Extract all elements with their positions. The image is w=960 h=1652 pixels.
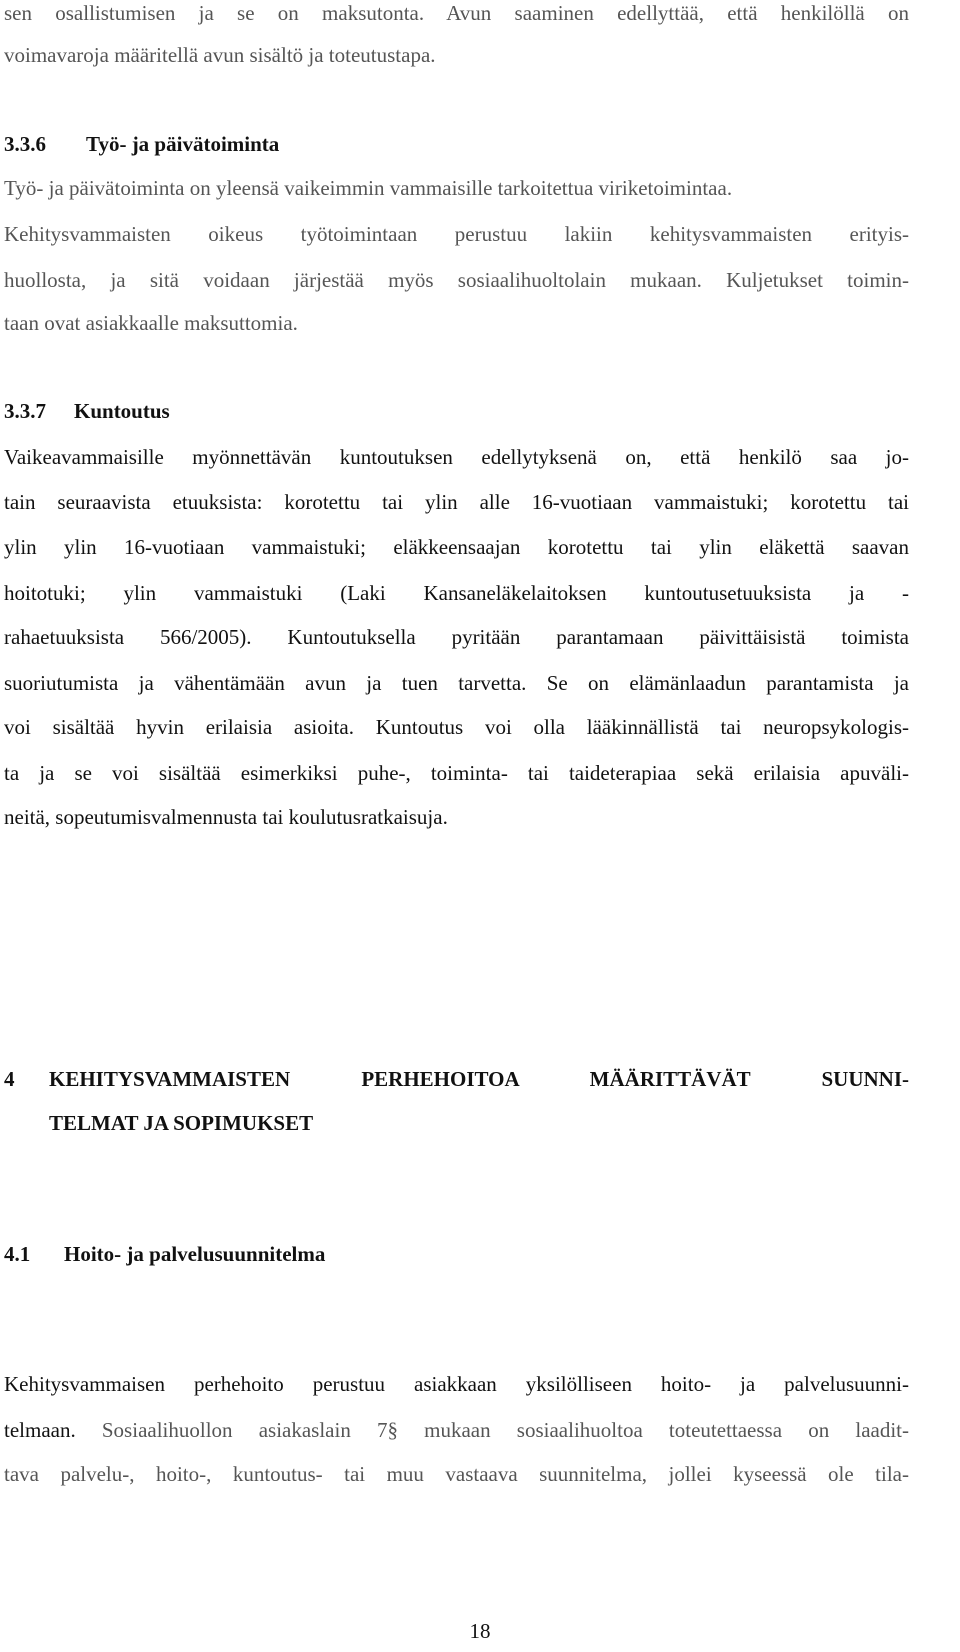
section-heading-4-1 [4, 1241, 325, 1267]
body-text-fragment: telmaan. [4, 1418, 76, 1442]
chapter-title-line-1: KEHITYSVAMMAISTEN PERHEHOITOA MÄÄRITTÄVÄT SUUNNI- [49, 1067, 909, 1091]
section-title: Työ- ja päivätoiminta [86, 132, 280, 156]
body-text-line: sen osallistumisen ja se on maksutonta. Avun saaminen edellyttää, että henkilöllä on [4, 1, 909, 25]
body-text-line: voi sisältää hyvin erilaisia asioita. Kuntoutus voi olla lääkinnällistä tai neuropsykologis- [4, 715, 909, 739]
body-text-line: rahaetuuksista 566/2005). Kuntoutuksella pyritään parantamaan päivittäisistä toimista [4, 625, 909, 649]
body-text-line: tava palvelu-, hoito-, kuntoutus- tai muu vastaava suunnitelma, jollei kyseessä ole tila- [4, 1462, 909, 1486]
body-text-line: voimavaroja määritellä avun sisältö ja toteutustapa. [4, 43, 436, 67]
body-text-line: huollosta, ja sitä voidaan järjestää myös sosiaalihuoltolain mukaan. Kuljetukset toimin- [4, 268, 909, 292]
body-text-line: tain seuraavista etuuksista: korotettu tai ylin alle 16-vuotiaan vammaistuki; korotettu tai [4, 490, 909, 514]
body-text-line: Kehitysvammaisten oikeus työtoimintaan perustuu lakiin kehitysvammaisten erityis- [4, 222, 909, 246]
body-text-line: hoitotuki; ylin vammaistuki (Laki Kansaneläkelaitoksen kuntoutusetuuksista ja - [4, 581, 909, 605]
section-number: 3.3.7 [4, 399, 46, 423]
body-text-line: neitä, sopeutumisvalmennusta tai koulutusratkaisuja. [4, 805, 448, 829]
body-text-line: Kehitysvammaisen perhehoito perustuu asiakkaan yksilölliseen hoito- ja palvelusuunni- [4, 1372, 909, 1396]
section-heading-3-3-7 [4, 398, 170, 424]
body-text-line: ta ja se voi sisältää esimerkiksi puhe-, toiminta- tai taideterapiaa sekä erilaisia apuväli- [4, 761, 909, 785]
section-title: Kuntoutus [74, 399, 170, 423]
chapter-number: 4 [4, 1067, 15, 1091]
body-text-fragment: Sosiaalihuollon asiakaslain 7§ mukaan sosiaalihuoltoa toteutettaessa on laadit- [75, 1418, 909, 1442]
body-text-line: ylin ylin 16-vuotiaan vammaistuki; eläkkeensaajan korotettu tai ylin eläkettä saavan [4, 535, 909, 559]
body-text-line: suoriutumista ja vähentämään avun ja tuen tarvetta. Se on elämänlaadun parantamista ja [4, 671, 909, 695]
body-text-line: Vaikeavammaisille myönnettävän kuntoutuksen edellytyksenä on, että henkilö saa jo- [4, 445, 909, 469]
section-heading-3-3-6 [4, 131, 279, 157]
chapter-title-line-2: TELMAT JA SOPIMUKSET [49, 1111, 314, 1135]
section-title: Hoito- ja palvelusuunnitelma [64, 1242, 326, 1266]
body-text-line [4, 1417, 909, 1443]
section-number: 4.1 [4, 1242, 31, 1266]
body-text-line: taan ovat asiakkaalle maksuttomia. [4, 311, 298, 335]
body-text-line: Työ- ja päivätoiminta on yleensä vaikeimmin vammaisille tarkoitettua viriketoimintaa. [4, 176, 733, 200]
section-number: 3.3.6 [4, 132, 46, 156]
page-number: 18 [469, 1619, 491, 1643]
